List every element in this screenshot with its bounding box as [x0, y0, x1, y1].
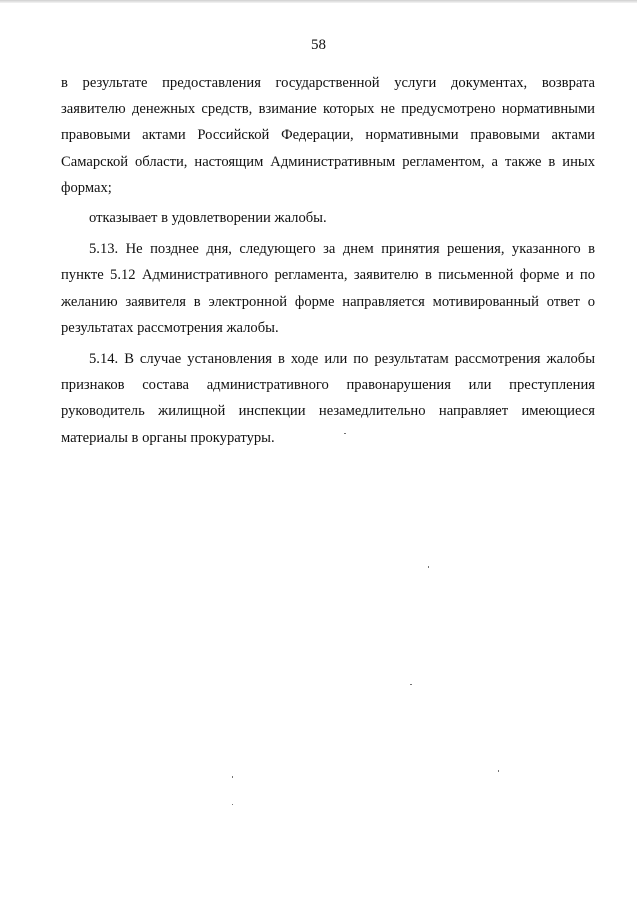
- scan-speck: [428, 566, 429, 568]
- page-number: 58: [311, 37, 326, 53]
- scan-speck: [410, 684, 412, 685]
- paragraph-5-14: 5.14. В случае установления в ходе или по результатам рассмотрения жалобы признаков состава административного правонарушения или преступления руководитель жилищной инспекции незамедлительно направляет имеющиеся материалы в органы прокуратуры.: [61, 351, 595, 446]
- scan-speck: [232, 776, 233, 778]
- paragraph-5-13: 5.13. Не позднее дня, следующего за днем принятия решения, указанного в пункте 5.12 Административного регламента, заявителю в письменной форме и по желанию заявителя в электронной форме направляется мотивированный ответ о результатах рассмотрения жалобы.: [61, 241, 595, 336]
- scan-speck: [344, 433, 346, 434]
- scan-speck: [232, 804, 233, 805]
- scan-top-edge: [0, 0, 637, 3]
- body-text: [61, 70, 595, 451]
- scan-speck: [498, 770, 499, 772]
- paragraph-continuation: в результате предоставления государственной услуги документах, возврата заявителю денежных средств, взимание которых не предусмотрено нормативными правовыми актами Российской Федерации, нормативными правовыми актами Самарской области, настоящим Административным регламентом, а также в иных формах;: [61, 75, 595, 196]
- paragraph-refusal: отказывает в удовлетворении жалобы.: [89, 210, 327, 227]
